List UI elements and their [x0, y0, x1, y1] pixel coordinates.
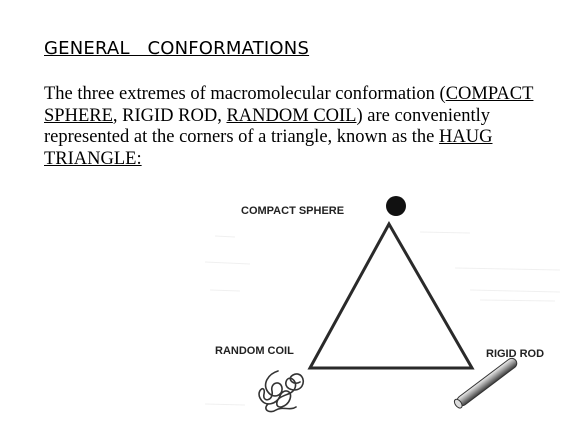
separator-2: , [217, 105, 227, 126]
background-noise [205, 232, 560, 405]
term-random-coil: RANDOM COIL [226, 105, 357, 126]
label-compact-sphere: COMPACT SPHERE [241, 205, 345, 217]
separator-1: , [112, 105, 123, 126]
term-compact-sphere: COMPACT SPHERE [44, 84, 534, 126]
middle-text: ) are conveniently represented at the corners of a triangle, known as the [44, 105, 491, 147]
label-random-coil: RANDOM COIL [215, 345, 294, 357]
compact-sphere-icon [386, 196, 406, 216]
random-coil-icon [259, 371, 303, 412]
intro-text: The three extremes of macromolecular conformation ( [44, 84, 446, 104]
rigid-rod-icon [453, 356, 519, 409]
page-title: GENERAL CONFORMATIONS [44, 38, 310, 59]
haug-triangle [310, 224, 472, 368]
term-rigid-rod: RIGID ROD [122, 105, 218, 126]
term-haug-triangle: HAUG TRIANGLE: [44, 127, 493, 169]
label-rigid-rod: RIGID ROD [486, 348, 545, 360]
